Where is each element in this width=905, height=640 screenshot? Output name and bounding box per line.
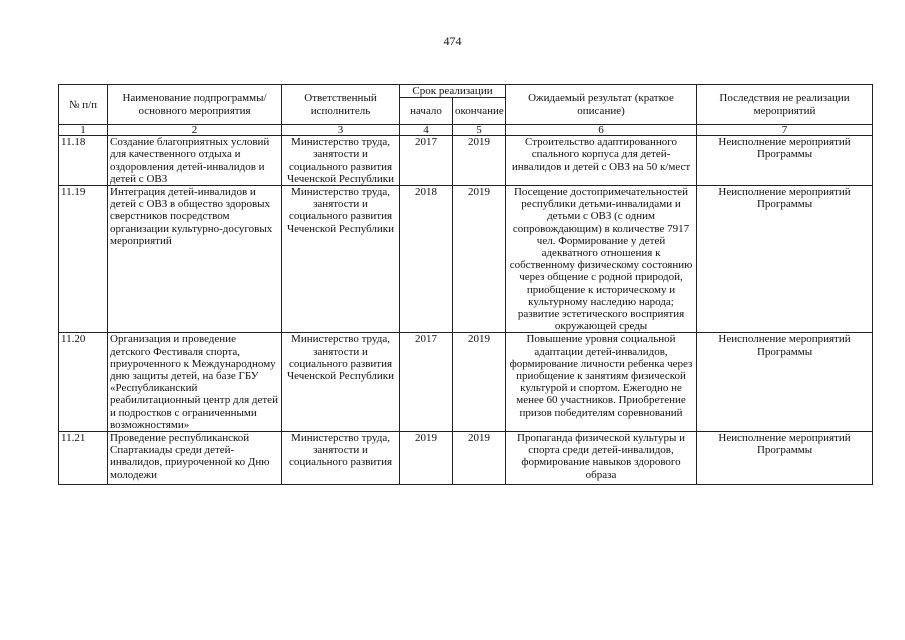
column-numbers-row — [59, 125, 873, 136]
table-row — [59, 186, 873, 333]
row-number: 11.19 — [59, 186, 108, 333]
row-name: Интеграция детей-инвалидов и детей с ОВЗ в общество здоровых сверстников посредством организации культурно-досуговых мероприятий — [108, 186, 282, 333]
row-result: Повышение уровня социальной адаптации детей-инвалидов, формирование личности ребенка через приобщение к занятиям физической культурой и спортом. Ежегодно не менее 60 участников. Приобретение призов победителям соревнований — [506, 333, 697, 432]
row-executor: Министерство труда, занятости и социального развития Чеченской Республики — [282, 186, 400, 333]
row-start: 2018 — [400, 186, 453, 333]
column-number: 2 — [108, 125, 282, 136]
row-result: Строительство адаптированного спального корпуса для детей-инвалидов и детей с ОВЗ на 50 к/мест — [506, 136, 697, 186]
row-name: Проведение республиканской Спартакиады среди детей-инвалидов, приуроченной ко Дню молодежи — [108, 432, 282, 485]
header-term: Срок реализации — [400, 85, 506, 98]
row-executor: Министерство труда, занятости и социального развития — [282, 432, 400, 485]
row-start: 2019 — [400, 432, 453, 485]
row-start: 2017 — [400, 333, 453, 432]
row-name: Организация и проведение детского Фестиваля спорта, приуроченного к Международному дню защиты детей, на базе ГБУ «Республиканский реабилитационный центр для детей и подростков с ограниченными возможностями» — [108, 333, 282, 432]
row-result: Посещение достопримечательностей республики детьми-инвалидами и детьми с ОВЗ (с одним сопровождающим) в количестве 7917 чел. Формирование у детей адекватного отношения к собственному физическому состоянию через общение с родной природой, приобщение к историческому и культурному наследию народа; развитие эстетического восприятия окружающей среды — [506, 186, 697, 333]
column-number: 5 — [453, 125, 506, 136]
row-end: 2019 — [453, 432, 506, 485]
table-row — [59, 136, 873, 186]
header-result: Ожидаемый результат (краткое описание) — [506, 85, 697, 125]
row-number: 11.20 — [59, 333, 108, 432]
header-executor: Ответственный исполнитель — [282, 85, 400, 125]
row-result: Пропаганда физической культуры и спорта среди детей-инвалидов, формирование навыков здорового образа — [506, 432, 697, 485]
header-name: Наименование подпрограммы/ основного мероприятия — [108, 85, 282, 125]
row-number: 11.18 — [59, 136, 108, 186]
page-number: 474 — [443, 34, 462, 48]
table-header — [59, 85, 873, 136]
row-consequences: Неисполнение мероприятий Программы — [697, 333, 873, 432]
header-start: начало — [400, 98, 453, 125]
column-number: 7 — [697, 125, 873, 136]
header-consequences: Последствия не реализации мероприятий — [697, 85, 873, 125]
column-number: 1 — [59, 125, 108, 136]
row-name: Создание благоприятных условий для качественного отдыха и оздоровления детей-инвалидов и детей с ОВЗ — [108, 136, 282, 186]
column-number: 3 — [282, 125, 400, 136]
row-end: 2019 — [453, 136, 506, 186]
row-executor: Министерство труда, занятости и социального развития Чеченской Республики — [282, 333, 400, 432]
row-consequences: Неисполнение мероприятий Программы — [697, 432, 873, 485]
row-start: 2017 — [400, 136, 453, 186]
table-row — [59, 432, 873, 485]
measures-table — [58, 84, 873, 485]
header-end: окончание — [453, 98, 506, 125]
row-number: 11.21 — [59, 432, 108, 485]
row-consequences: Неисполнение мероприятий Программы — [697, 136, 873, 186]
column-number: 4 — [400, 125, 453, 136]
row-end: 2019 — [453, 333, 506, 432]
row-end: 2019 — [453, 186, 506, 333]
row-executor: Министерство труда, занятости и социального развития Чеченской Республики — [282, 136, 400, 186]
header-number: № п/п — [59, 85, 108, 125]
row-consequences: Неисполнение мероприятий Программы — [697, 186, 873, 333]
column-number: 6 — [506, 125, 697, 136]
table-row — [59, 333, 873, 432]
